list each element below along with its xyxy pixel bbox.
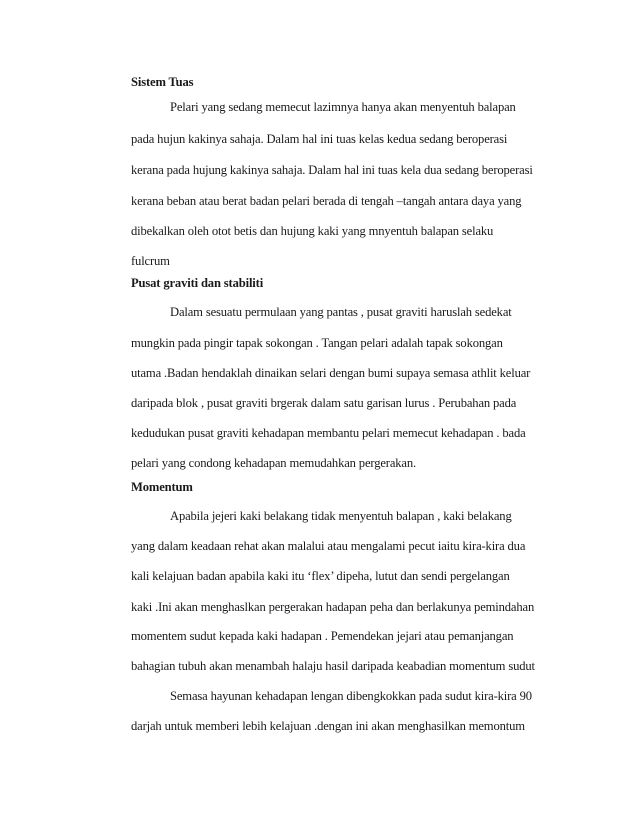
paragraph-line: pada hujun kakinya sahaja. Dalam hal ini tuas kelas kedua sedang beroperasi bbox=[131, 132, 508, 146]
paragraph-line: kaki .Ini akan menghaslkan pergerakan hadapan peha dan berlakunya pemindahan bbox=[131, 600, 535, 614]
paragraph-line: Apabila jejeri kaki belakang tidak menyentuh balapan , kaki belakang bbox=[170, 509, 512, 523]
paragraph-line: utama .Badan hendaklah dinaikan selari dengan bumi supaya semasa athlit keluar bbox=[131, 366, 531, 380]
paragraph-line: pelari yang condong kehadapan memudahkan pergerakan. bbox=[131, 456, 417, 470]
section-heading-sistem-tuas: Sistem Tuas bbox=[131, 75, 194, 89]
paragraph-line: fulcrum bbox=[131, 254, 170, 268]
section-heading-pusat-graviti: Pusat graviti dan stabiliti bbox=[131, 276, 264, 290]
section-heading-momentum: Momentum bbox=[131, 480, 193, 494]
paragraph-line: dibekalkan oleh otot betis dan hujung kaki yang mnyentuh balapan selaku bbox=[131, 224, 494, 238]
paragraph-line: darjah untuk memberi lebih kelajuan .dengan ini akan menghasilkan memontum bbox=[131, 719, 525, 733]
paragraph-line: kerana beban atau berat badan pelari berada di tengah –tangah antara daya yang bbox=[131, 194, 522, 208]
paragraph-line: Semasa hayunan kehadapan lengan dibengkokkan pada sudut kira-kira 90 bbox=[170, 689, 532, 703]
paragraph-line: kedudukan pusat graviti kehadapan membantu pelari memecut kehadapan . bada bbox=[131, 426, 526, 440]
paragraph-line: bahagian tubuh akan menambah halaju hasil daripada keabadian momentum sudut bbox=[131, 659, 535, 673]
paragraph-line: Pelari yang sedang memecut lazimnya hanya akan menyentuh balapan bbox=[170, 100, 516, 114]
paragraph-line: daripada blok , pusat graviti brgerak dalam satu garisan lurus . Perubahan pada bbox=[131, 396, 517, 410]
paragraph-line: Dalam sesuatu permulaan yang pantas , pusat graviti haruslah sedekat bbox=[170, 305, 512, 319]
paragraph-line: mungkin pada pingir tapak sokongan . Tangan pelari adalah tapak sokongan bbox=[131, 336, 503, 350]
paragraph-line: momentem sudut kepada kaki hadapan . Pemendekan jejari atau pemanjangan bbox=[131, 629, 514, 643]
paragraph-line: kerana pada hujung kakinya sahaja. Dalam hal ini tuas kela dua sedang beroperasi bbox=[131, 163, 533, 177]
paragraph-line: yang dalam keadaan rehat akan malalui atau mengalami pecut iaitu kira-kira dua bbox=[131, 539, 526, 553]
paragraph-line: kali kelajuan badan apabila kaki itu ‘flex’ dipeha, lutut dan sendi pergelangan bbox=[131, 569, 510, 583]
